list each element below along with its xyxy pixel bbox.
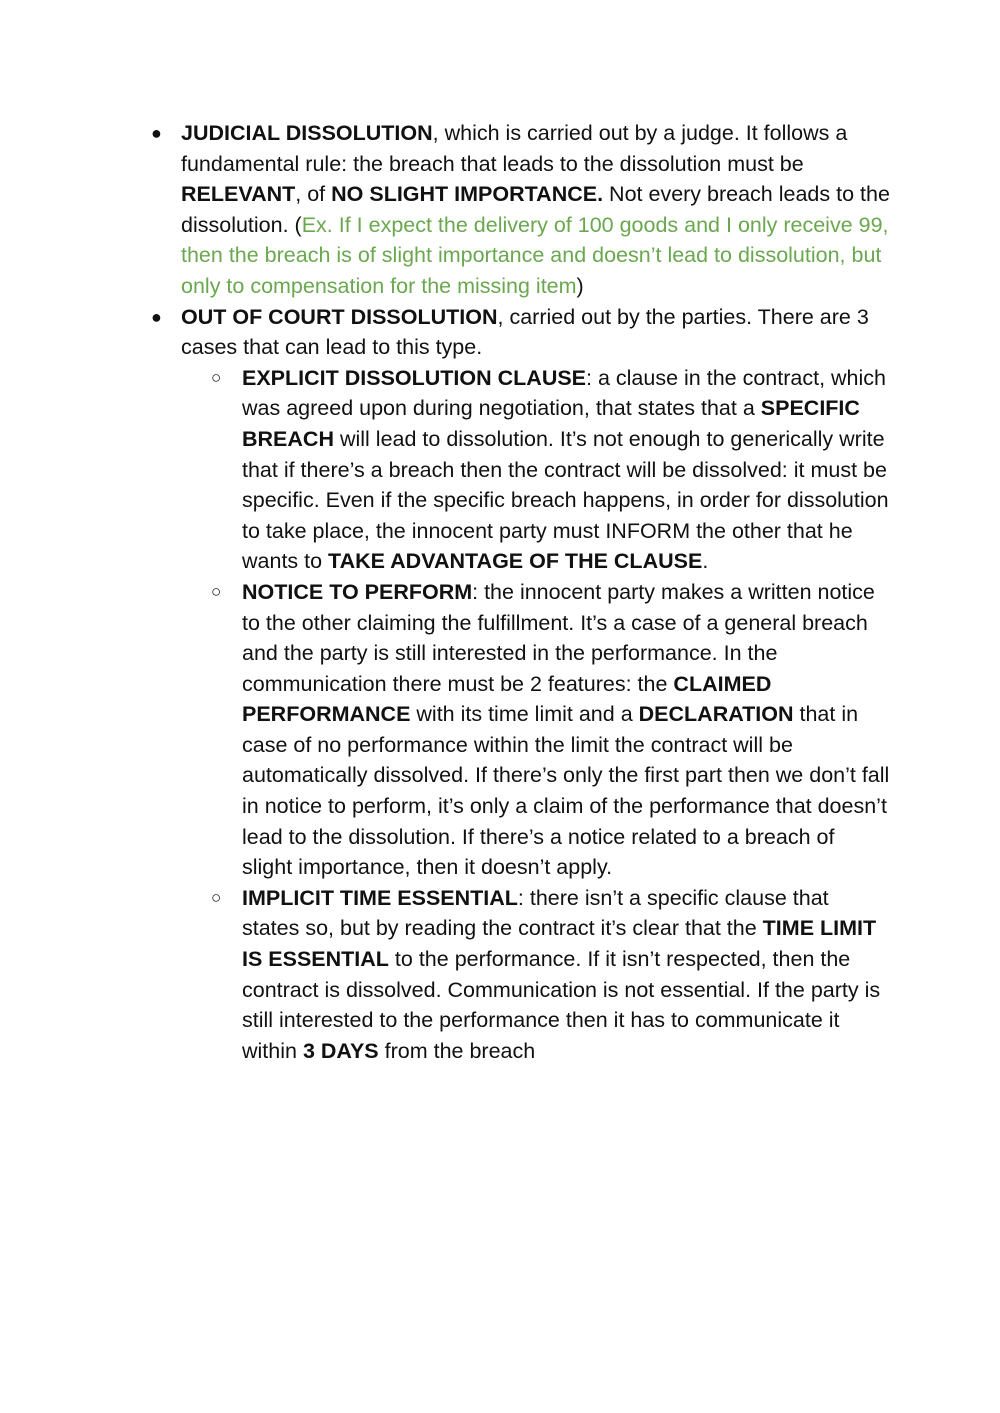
bold-term: NO SLIGHT IMPORTANCE. (331, 182, 604, 207)
bold-term: CLAIMED PERFORMANCE (242, 671, 772, 727)
item-heading: OUT OF COURT DISSOLUTION (181, 304, 498, 329)
sub-item-heading: EXPLICIT DISSOLUTION CLAUSE (242, 365, 587, 390)
bold-term: 3 DAYS (302, 1038, 379, 1063)
item-text: Not every breach leads to the dissolution. ( (181, 182, 890, 237)
item-text: , which is carried out by a judge. It follows a fundamental rule: the breach that leads to the dissolution must be (181, 121, 848, 176)
sub-item-text: : there isn’t a specific clause that states so, but by reading the contract it’s clear that the (242, 885, 829, 941)
bullet-icon: ● (151, 123, 162, 143)
sub-item-text: will lead to dissolution. It’s not enough to generically write that if there’s a breach then the contract will be dissolved: it must be specific. Even if the specific breach happens, in order for dissolution to take place, the innocent party must INFORM the other that he wants to (242, 426, 889, 574)
bullet-icon: ● (151, 306, 162, 327)
out-of-court-cases-list (181, 363, 890, 1067)
sub-item-text: with its time limit and a (410, 702, 639, 727)
document-body (145, 118, 890, 1066)
sub-item-text: to the performance. If it isn’t respected, then the contract is dissolved. Communication is not essential. If the party is still interested to the performance then it has to communicate it within (242, 947, 881, 1063)
sub-item-notice-to-perform (181, 577, 890, 883)
list-item-judicial-dissolution (145, 118, 890, 302)
sub-item-implicit-time-essential (181, 883, 890, 1067)
hollow-bullet-icon: ○ (211, 367, 222, 387)
item-text: , of (295, 182, 332, 207)
bold-term: DECLARATION (638, 702, 794, 727)
item-text: , carried out by the parties. There are 3 cases that can lead to this type. (181, 304, 869, 360)
hollow-bullet-icon: ○ (211, 581, 222, 601)
bold-term: TAKE ADVANTAGE OF THE CLAUSE (328, 549, 703, 574)
sub-item-text: . (702, 549, 709, 574)
item-text: ) (576, 273, 584, 298)
sub-item-heading: NOTICE TO PERFORM (242, 579, 473, 604)
item-heading: JUDICIAL DISSOLUTION (181, 121, 433, 145)
sub-item-text: : the innocent party makes a written notice to the other claiming the fulfillment. It’s a case of a general breach and the party is still interested in the performance. In the communication there must be 2 features: the (242, 579, 875, 696)
bold-term: TIME LIMIT IS ESSENTIAL (242, 916, 877, 972)
sub-item-text: from the breach (378, 1038, 536, 1063)
bold-term: RELEVANT (181, 182, 296, 207)
list-item-out-of-court-dissolution (145, 302, 890, 1067)
dissolution-types-list (145, 118, 890, 1066)
bold-term: SPECIFIC BREACH (242, 396, 860, 451)
hollow-bullet-icon: ○ (211, 887, 222, 907)
sub-item-heading: IMPLICIT TIME ESSENTIAL (242, 885, 518, 910)
sub-item-text: that in case of no performance within the limit the contract will be automatically dissolved. If there’s only the first part then we don’t fall in notice to perform, it’s only a claim of the performance that doesn’t lead to the dissolution. If there’s a notice related to a breach of slight importance, then it doesn’t apply. (242, 702, 890, 880)
sub-item-text: : a clause in the contract, which was agreed upon during negotiation, that states that a (242, 365, 886, 421)
example-text: Ex. If I expect the delivery of 100 goods and I only receive 99, then the breach is of slight importance and doesn’t lead to dissolution, but only to compensation for the missing item (181, 212, 889, 298)
sub-item-explicit-dissolution-clause (181, 363, 890, 577)
